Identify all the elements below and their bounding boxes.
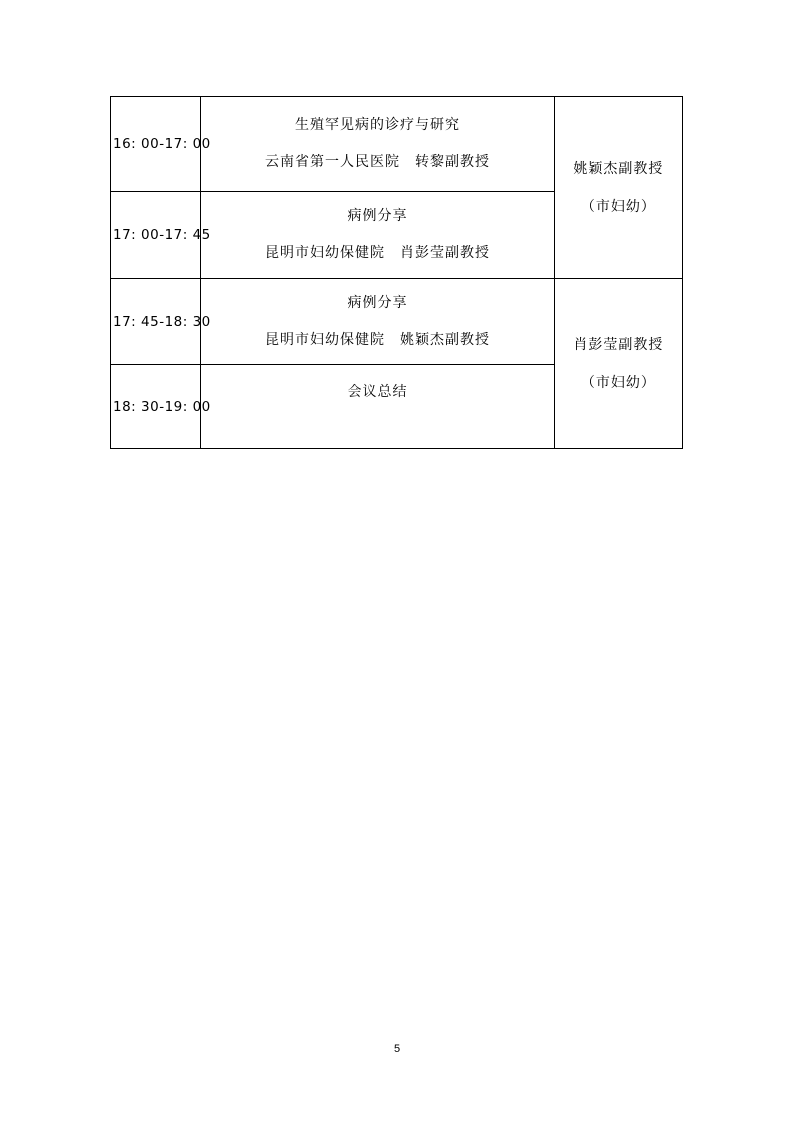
- time-cell: 17: 00-17: 45: [111, 192, 201, 279]
- chair-org: （市妇幼）: [580, 374, 656, 391]
- topic-cell: [201, 97, 555, 192]
- speaker-info: 昆明市妇幼保健院 姚颖杰副教授: [264, 331, 490, 348]
- speaker-info: 昆明市妇幼保健院 肖彭莹副教授: [264, 245, 490, 261]
- time-cell: 16: 00-17: 00: [111, 97, 201, 192]
- topic-title: 会议总结: [347, 383, 408, 400]
- table-row: [111, 279, 683, 365]
- page-number: 5: [393, 1043, 401, 1055]
- topic-title: 病例分享: [347, 294, 408, 311]
- table-row: [111, 97, 683, 192]
- topic-cell: [201, 192, 555, 279]
- topic-cell: [201, 365, 555, 449]
- topic-cell: [201, 279, 555, 365]
- topic-title: 生殖罕见病的诊疗与研究: [294, 117, 460, 133]
- schedule-table: [110, 96, 683, 449]
- chair-name: 肖彭莹副教授: [573, 336, 664, 353]
- chair-org: （市妇幼）: [580, 198, 656, 215]
- chair-name: 姚颖杰副教授: [573, 160, 664, 177]
- topic-title: 病例分享: [347, 208, 408, 224]
- chair-cell: [554, 279, 682, 449]
- time-cell: 17: 45-18: 30: [111, 279, 201, 365]
- time-cell: 18: 30-19: 00: [111, 365, 201, 449]
- chair-cell: [554, 97, 682, 279]
- speaker-info: 云南省第一人民医院 转黎副教授: [264, 154, 490, 170]
